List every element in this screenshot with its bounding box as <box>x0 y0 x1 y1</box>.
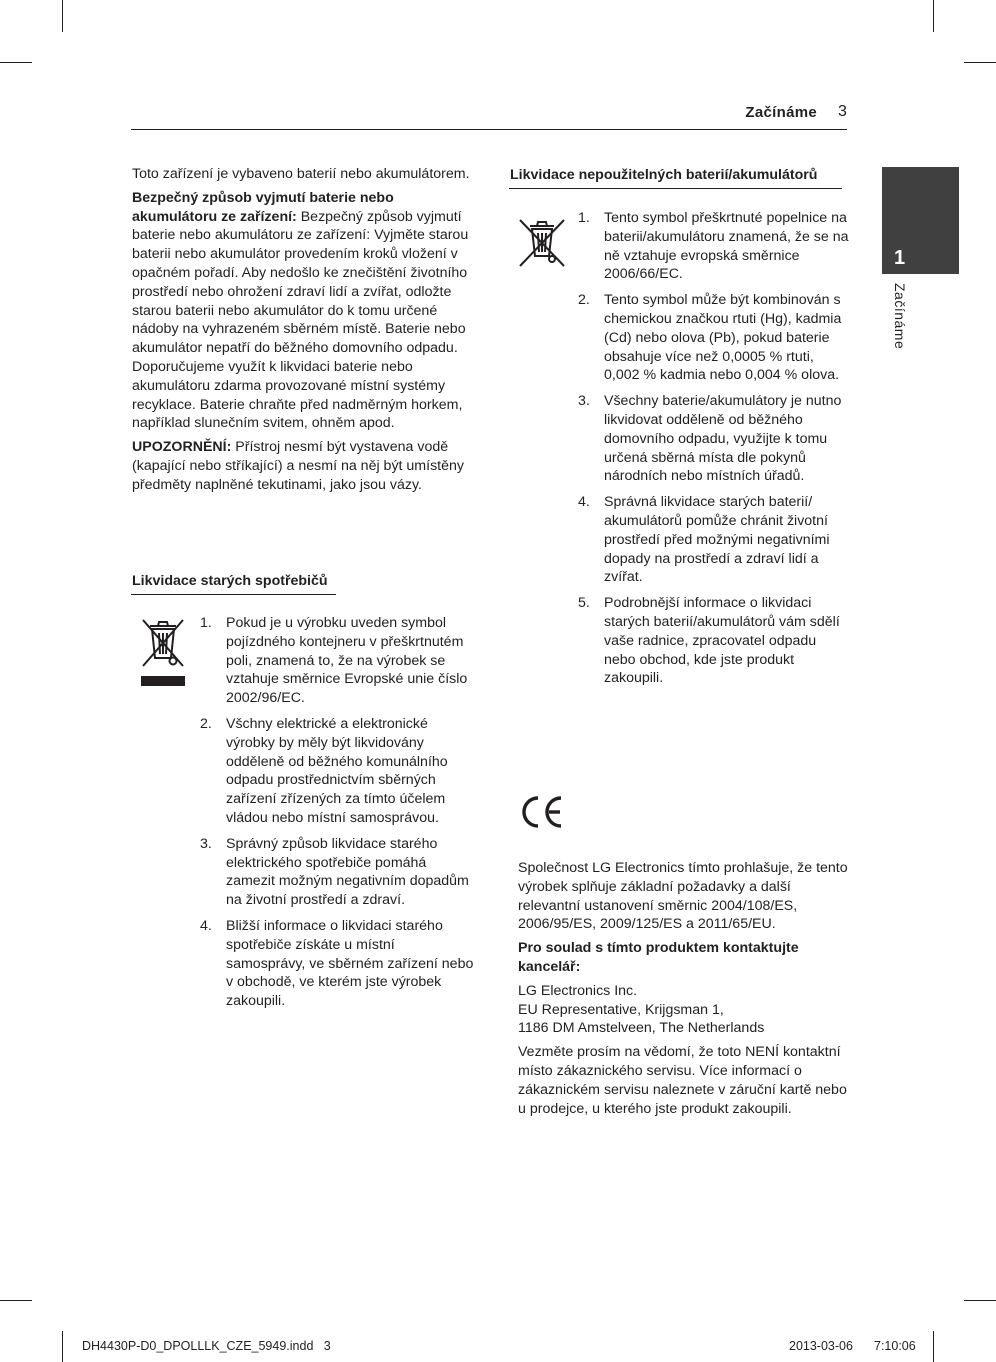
list-item: 4. Správná likvidace starých baterií/ akumulátorů pomůže chránit životní prostředí před možnými negativními dopady na prostředí a zdraví lidí a zvířat. <box>578 494 830 586</box>
list-item: 3. Správný způsob likvidace starého elektrického spotřebiče pomáhá zamezit možným negativním dopadům na životní prostředí a zdraví. <box>200 835 469 909</box>
list-item: 2. Tento symbol může být kombinován s chemickou značkou rtuti (Hg), kadmia (Cd) nebo olova (Pb), pokud baterie obsahuje více než 0,0005 % rtuti, 0,002 % kadmia nebo 0,004 % olova. <box>578 292 842 384</box>
footer-date: 2013-03-06 <box>789 1339 853 1353</box>
address-line: LG Electronics Inc. <box>518 982 638 999</box>
crop-mark <box>0 1300 32 1301</box>
safe-removal-bold: Bezpečný způsob vyjmutí baterie nebo akumulátoru ze zařízení: <box>132 189 394 225</box>
crop-mark <box>62 1331 63 1362</box>
warning-bold: UPOZORNĚNÍ: <box>132 439 232 456</box>
left-column <box>132 165 477 500</box>
footer-time: 7:10:06 <box>874 1339 916 1353</box>
service-note: Vezměte prosím na vědomí, že toto NENÍ kontaktní místo zákaznického servisu. Více informací o zákaznickém servisu naleznete v záruční kartě nebo u prodejce, u kterého jste produkt zakoupili. <box>518 1044 847 1117</box>
appliances-list <box>200 614 476 1018</box>
crossed-bin-bar <box>141 676 185 686</box>
warning-text: Přístroj nesmí být vystavena vodě (kapající nebo stříkající) a nesmí na něj být umístěny předměty naplněné tekutinami, jako jsou vázy. <box>132 439 464 493</box>
footer-file: DH4430P-D0_DPOLLLK_CZE_5949.indd 3 <box>82 1339 331 1353</box>
chapter-number: 1 <box>894 247 906 269</box>
address-line: 1186 DM Amstelveen, The Netherlands <box>518 1020 765 1037</box>
contact-heading: Pro soulad s tímto produktem kontaktujte kancelář: <box>518 940 799 975</box>
crop-mark <box>0 62 32 63</box>
safe-removal-text: Bezpečný způsob vyjmutí baterie nebo akumulátoru ze zařízení: Vyjměte starou baterii nebo akumulátor provedením kroků vložení v opačném pořadí. Aby nedošlo ke znečištění životního prostředí nebo ohrožení zdraví lidí a zvířat, odložte starou baterii nebo akumulátor do k tomu určené nádoby na vyhrazeném sběrném místě. Baterie nebo akumulátor nepatří do běžného domovního odpadu. Doporučujeme využít k likvidaci baterie nebo akumulátoru zdarma provozované místní systémy recyklace. Baterie chraňte před nadměrným horkem, například slunečním svitem, ohněm apod. <box>132 208 469 432</box>
crop-mark <box>964 62 996 63</box>
list-item: 4. Bližší informace o likvidaci starého spotřebiče získáte u místní samosprávy, ve sběrném zařízení nebo v obchodě, ve kterém jste výrobek zakoupili. <box>200 917 474 1010</box>
batteries-heading-rule <box>509 188 842 189</box>
crop-mark <box>62 0 63 32</box>
list-item: 2. Všchny elektrické a elektronické výrobky by měly být likvidovány odděleně od běžného komunálního odpadu prostřednictvím sběrných zařízení zřízených za tímto účelem vládou nebo místní samosprávou. <box>200 715 448 826</box>
safe-removal-paragraph <box>132 189 477 433</box>
address-block <box>518 982 848 1038</box>
crop-mark <box>933 1331 934 1362</box>
crossed-bin-icon <box>138 616 188 672</box>
intro-paragraph: Toto zařízení je vybaveno baterií nebo akumulátorem. <box>132 166 470 182</box>
section-title: Začínáme <box>745 104 817 121</box>
header-rule <box>131 129 847 130</box>
address-line: EU Representative, Krijgsman 1, <box>518 1001 724 1018</box>
declaration-paragraph: Společnost LG Electronics tímto prohlašuje, že tento výrobek splňuje základní požadavky a další relevantní ustanovení směrnic 2004/108/ES, 2006/95/ES, 2009/125/ES a 2011/65/EU. <box>518 860 848 933</box>
crop-mark <box>933 0 934 32</box>
ce-mark-icon <box>518 795 566 829</box>
appliances-heading: Likvidace starých spotřebičů <box>132 573 328 589</box>
batteries-list <box>578 209 850 695</box>
appliances-heading-rule <box>131 594 336 595</box>
list-item: 1. Pokud je u výrobku uveden symbol pojízdného kontejneru v přeškrtnutém poli, znamená to, že na výrobek se vztahuje směrnice Evropské unie číslo 2002/96/EC. <box>200 615 468 707</box>
list-item: 1. Tento symbol přeškrtnuté popelnice na baterii/akumulátoru znamená, že se na ně vztahuje evropská směrnice 2006/66/EC. <box>578 210 849 283</box>
list-item: 5. Podrobnější informace o likvidaci starých baterií/akumulátorů vám sdělí vaše radnice, zpracovatel odpadu nebo obchod, kde jste produkt zakoupili. <box>578 595 840 687</box>
page-number: 3 <box>838 103 847 120</box>
list-item: 3. Všechny baterie/akumulátory je nutno likvidovat odděleně od běžného domovního odpadu, využijte k tomu určená sběrná místa dle pokynů národních nebo místních úřadů. <box>578 393 842 485</box>
declaration-block <box>518 859 848 1123</box>
crop-mark <box>964 1300 996 1301</box>
crossed-battery-bin-icon <box>516 216 568 270</box>
batteries-heading: Likvidace nepoužitelných baterií/akumulátorů <box>510 167 818 183</box>
warning-paragraph <box>132 438 477 494</box>
chapter-title-vertical: Začínáme <box>892 283 908 350</box>
chapter-tab <box>882 167 959 274</box>
